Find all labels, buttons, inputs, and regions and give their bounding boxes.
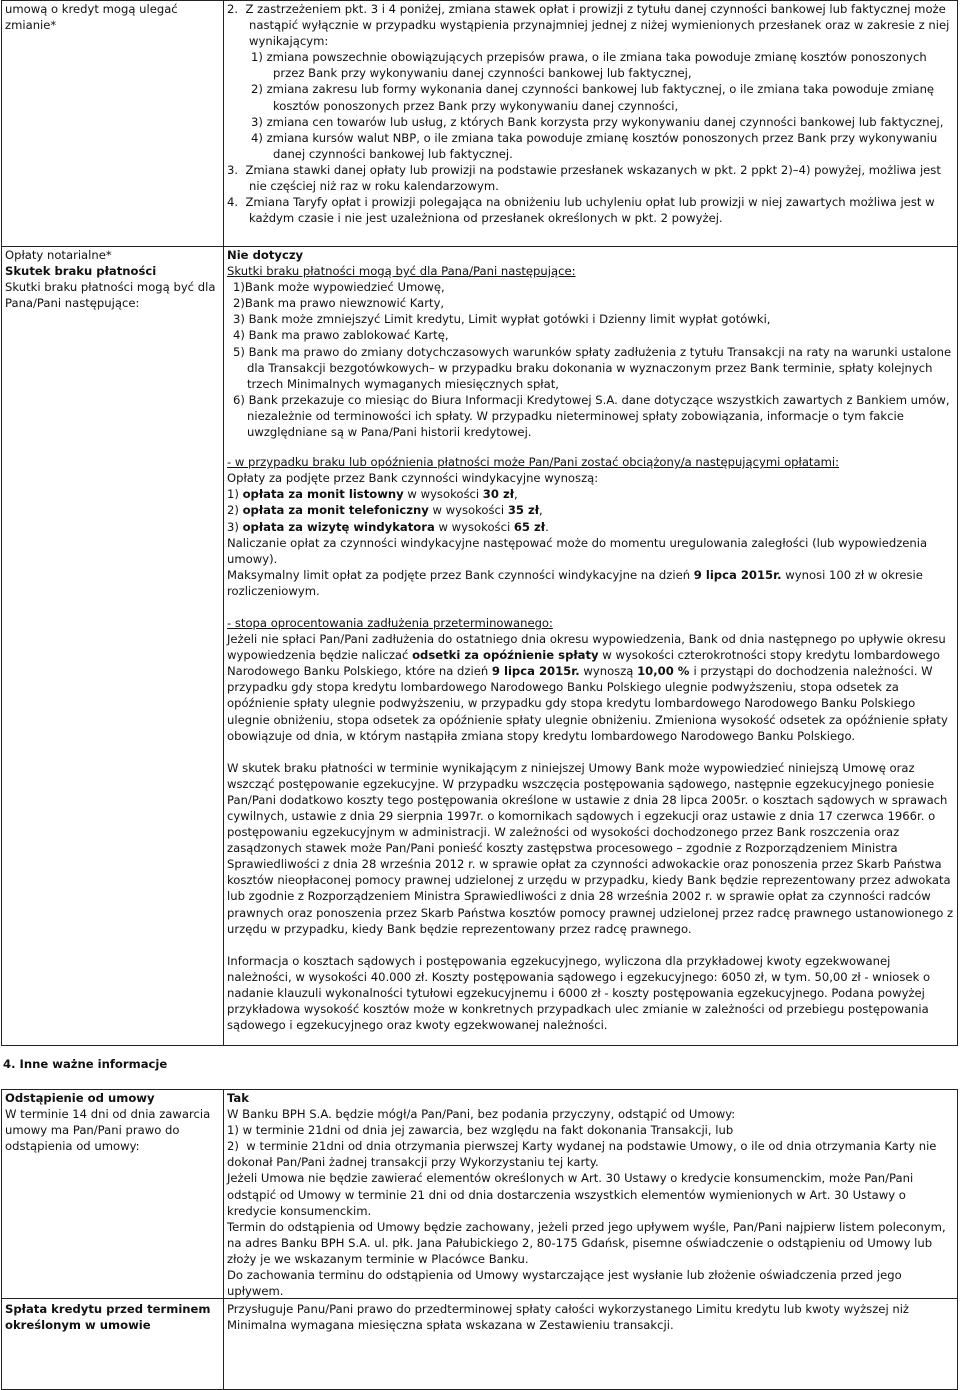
withdraw-para: Termin do odstąpienia od Umowy będzie zachowany, jeżeli przed jego upływem wyśle, Pan/Pani najpierw listem poleconym, na adres Banku BPH S.A. ul. płk. Jana Pałubickiego 2, 80-175 Gdańsk, pisemne oświadczenie o odstąpieniu od Umowy lub złoży je we wskazanym terminie w Placówce Banku. <box>227 1219 946 1266</box>
fees-note: Naliczanie opłat za czynności windykacyjne następować może do momentu uregulowania zaległości (lub wypowiedzenia umowy). <box>227 535 928 566</box>
notarial-label: Opłaty notarialne* <box>5 248 112 262</box>
withdraw-para: Do zachowania terminu do odstąpienia od Umowy wystarczające jest wysłanie lub złożenie oświadczenia przed jego upływem. <box>227 1268 902 1299</box>
section-heading-row <box>1 1046 958 1078</box>
left-label-cell <box>2 1090 224 1390</box>
early-repayment-title: Spłata kredytu przed terminem określonym w umowie <box>5 1302 211 1333</box>
nie-dotyczy: Nie dotyczy <box>227 248 304 262</box>
early-repayment-text: Minimalna wymagana miesięczna spłata wskazana w Zestawieniu transakcji. <box>227 1318 674 1333</box>
list-item: 1) w terminie 21dni od dnia jej zawarcia, bez względu na fakt dokonania Transakcji, lub <box>227 1123 734 1138</box>
withdraw-intro: W Banku BPH S.A. będzie mógł/a Pan/Pani, bez podania przyczyny, odstąpić od Umowy: <box>227 1107 736 1122</box>
rate-heading: - stopa oprocentowania zadłużenia przeterminowanego: <box>227 615 553 630</box>
court-costs-text: W skutek braku płatności w terminie wynikającym z niniejszej Umowy Bank może wypowiedzieć niniejszą Umowę oraz wszcząć postępowanie egzekucyjne. W przypadku wszczęcia postępowania sądowego, następnie egzekucyjnego poniesie Pan/Pani dodatkowo koszty tego postępowania określone w ustawie z dnia 28 lipca 2005r. o kosztach sądowych w sprawach cywilnych, ustawie z dnia 29 sierpnia 1997r. o komornikach sądowych i egzekucji oraz ustawie z dnia 17 czerwca 1966r. o postępowaniu egzekucyjnym w administracji. W zależności od wysokości dochodzonego przez Bank roszczenia oraz zasądzonych stawek może Pan/Pani ponieść koszty zastępstwa procesowego – zgodnie z Rozporządzeniem Ministra Sprawiedliwości z dnia 28 września 2012 r. w sprawie opłat za czynności adwokackie oraz ponoszenia przez Skarb Państwa kosztów nieopłaconej pomocy prawnej udzielonej z urzędu w przypadku, kiedy Bank będzie reprezentowany przez adwokata lub zgodnie z Rozporządzeniem Ministra Sprawiedliwości z dnia 28 września 2002 r. w sprawie opłat za czynności radców prawnych oraz ponoszenia przez Skarb Państwa kosztów pomocy prawnej udzielonej przez radcę prawnego ustanowionego z urzędu w przypadku, kiedy Bank będzie reprezentowany przez radcę prawnego. <box>227 760 954 936</box>
tak: Tak <box>227 1091 249 1105</box>
list-item: 4) zmiana kursów walut NBP, o ile zmiana taka powoduje zmianę kosztów ponoszonych przez Bank przy wykonywaniu danej czynności bankowej lub faktycznej. <box>251 130 938 161</box>
withdraw-para: Jeżeli Umowa nie będzie zawierać elementów określonych w Art. 30 Ustawy o kredycie konsumenckim, może Pan/Pani odstąpić od Umowy w terminie 21 dni od dnia dostarczenia wszystkich elementów wymienionych w Art. 30 Ustawy o kredycie konsumenckim. <box>227 1171 914 1218</box>
fee-item: 3) opłata za wizytę windykatora w wysokości 65 zł. <box>227 519 549 534</box>
list-item: 2) w terminie 21dni od dnia otrzymania pierwszej Karty wydanej na podstawie Umowy, o ile od dnia otrzymania Karty nie dokonał Pan/Pani żadnej transakcji przy Wykorzystaniu tej karty. <box>227 1139 937 1170</box>
early-repayment-label <box>2 1298 223 1333</box>
left-label-cell <box>2 247 224 1046</box>
other-info-table <box>1 1089 958 1390</box>
table-row <box>2 1090 958 1390</box>
fees-intro: Opłaty za podjęte przez Bank czynności windykacyjne wynoszą: <box>227 471 599 486</box>
list-item: 2. Z zastrzeżeniem pkt. 3 i 4 poniżej, zmiana stawek opłat i prowizji z tytułu danej czynności bankowej lub faktycznej może nastąpić wyłącznie w przypadku wystąpienia przynajmniej jednej z niżej wymienionych przesłanek oraz w zakresie z niej wynikającym: <box>227 2 950 49</box>
early-repayment-text: Przysługuje Panu/Pani prawo do przedterminowej spłaty całości wykorzystanego Limitu kredytu lub kwoty wyższej niż <box>227 1302 910 1316</box>
table-row <box>2 247 958 1046</box>
left-label-cell <box>2 1 224 247</box>
early-repayment-content <box>224 1298 957 1333</box>
list-item: 2)Bank ma prawo niewznowić Karty, <box>233 296 445 311</box>
right-content-cell <box>224 1 958 247</box>
fees-heading: - w przypadku braku lub opóźnienia płatności może Pan/Pani zostać obciążony/a następującymi opłatami: <box>227 455 839 470</box>
change-label: umową o kredyt mogą ulegać zmianie* <box>5 2 178 33</box>
rate-text: Jeżeli nie spłaci Pan/Pani zadłużenia do ostatniego dnia okresu wypowiedzenia, Bank od dnia następnego po upływie okresu wypowiedzenia będzie naliczać odsetki za opóźnienie spłaty w wysokości czterokrotności stopy kredytu lombardowego Narodowego Banku Polskiego, które na dzień 9 lipca 2015r. wynoszą 10,00 % i przystąpi do dochodzenia należności. W przypadku gdy stopa kredytu lombardowego Narodowego Banku Polskiego ulegnie podwyższeniu, stopa odsetek za opóźnienie spłaty ulegnie podwyższeniu, w przypadku gdy stopa kredytu lombardowego Narodowego Banku Polskiego ulegnie obniżeniu, stopa odsetek za opóźnienie spłaty ulegnie obniżeniu. Zmieniona wysokość odsetek za opóźnienie spłaty obowiązuje od dnia, w którym nastąpiła zmiana stopy kredytu lombardowego Narodowego Banku Polskiego. <box>227 632 948 743</box>
fees-table <box>1 0 958 1046</box>
fee-item: 1) opłata za monit listowny w wysokości 30 zł, <box>227 487 518 502</box>
payment-failure-sub: Skutki braku płatności mogą być dla Pana/Pani następujące: <box>5 280 216 311</box>
withdraw-title: Odstąpienie od umowy <box>5 1091 155 1105</box>
table-row <box>2 1 958 247</box>
list-item: 3. Zmiana stawki danej opłaty lub prowizji na podstawie przesłanek wskazanych w pkt. 2 ppkt 2)–4) powyżej, możliwa jest nie częściej niż raz w roku kalendarzowym. <box>227 162 941 194</box>
section-heading: 4. Inne ważne informacje <box>3 1057 168 1071</box>
fee-item: 2) opłata za monit telefoniczny w wysokości 35 zł, <box>227 503 543 518</box>
withdraw-sub: W terminie 14 dni od dnia zawarcia umowy ma Pan/Pani prawo do odstąpienia od umowy: <box>5 1107 211 1154</box>
right-content-cell <box>224 1090 958 1390</box>
right-content-cell <box>224 247 958 1046</box>
list-item: 1)Bank może wypowiedzieć Umowę, <box>233 280 445 295</box>
list-item: 3) zmiana cen towarów lub usług, z których Bank korzysta przy wykonywaniu danej czynności bankowej lub faktycznej, <box>251 114 944 129</box>
court-costs-info: Informacja o kosztach sądowych i postępowania egzekucyjnego, wyliczona dla przykładowej kwoty egzekwowanej należności, w wysokości 40.000 zł. Koszty postępowania sądowego i egzekucyjnego: 6050 zł, w tym. 50,00 zł - wniosek o nadanie klauzuli wykonalności tytułowi egzekucyjnemu i 6000 zł - koszty postępowania egzekucyjnego. Podana powyżej przykładowa wysokość kosztów może w konkretnych przypadkach ulec zmianie w zależności od przebiegu postępowania sądowego i egzekucyjnego oraz kwoty egzekwowanej należności. <box>227 953 931 1033</box>
fees-max-limit: Maksymalny limit opłat za podjęte przez Bank czynności windykacyjne na dzień 9 lipca 2015r. wynosi 100 zł w okresie rozliczeniowym. <box>227 567 923 598</box>
list-item: 5) Bank ma prawo do zmiany dotychczasowych warunków spłaty zadłużenia z tytułu Transakcji na raty na warunki ustalone dla Transakcji bezgotówkowych– w przypadku braku dokonania w wyznaczonym przez Bank terminie, spłaty kolejnych trzech Minimalnych wymaganych miesięcznych spłat, <box>233 344 952 391</box>
list-item: 6) Bank przekazuje co miesiąc do Biura Informacji Kredytowej S.A. dane dotyczące wszystkich zawartych z Bankiem umów, niezależnie od terminowości ich spłaty. W przypadku nieterminowej spłaty zobowiązania, informacje o tym fakcie uwzględniane są w Pana/Pani historii kredytowej. <box>233 392 950 440</box>
list-item: 4) Bank ma prawo zablokować Kartę, <box>233 328 449 343</box>
list-item: 3) Bank może zmniejszyć Limit kredytu, Limit wypłat gotówki i Dzienny limit wypłat gotówki, <box>233 312 771 327</box>
list-item: 2) zmiana zakresu lub formy wykonania danej czynności bankowej lub faktycznej, o ile zmiana taka powoduje zmianę kosztów ponoszonych przez Bank przy wykonywaniu danej czynności, <box>251 82 935 113</box>
payment-failure-title: Skutek braku płatności <box>5 264 157 279</box>
list-item: 4. Zmiana Taryfy opłat i prowizji polegająca na obniżeniu lub uchyleniu opłat lub prowizji w niej zawartych możliwa jest w każdym czasie i nie jest uzależniona od przesłanek określonych w pkt. 2 powyżej. <box>227 195 935 226</box>
list-item: 1) zmiana powszechnie obowiązujących przepisów prawa, o ile zmiana taka powoduje zmianę kosztów ponoszonych przez Bank przy wykonywaniu danej czynności bankowej lub faktycznej, <box>251 50 927 81</box>
consequences-intro: Skutki braku płatności mogą być dla Pana/Pani następujące: <box>227 264 576 279</box>
